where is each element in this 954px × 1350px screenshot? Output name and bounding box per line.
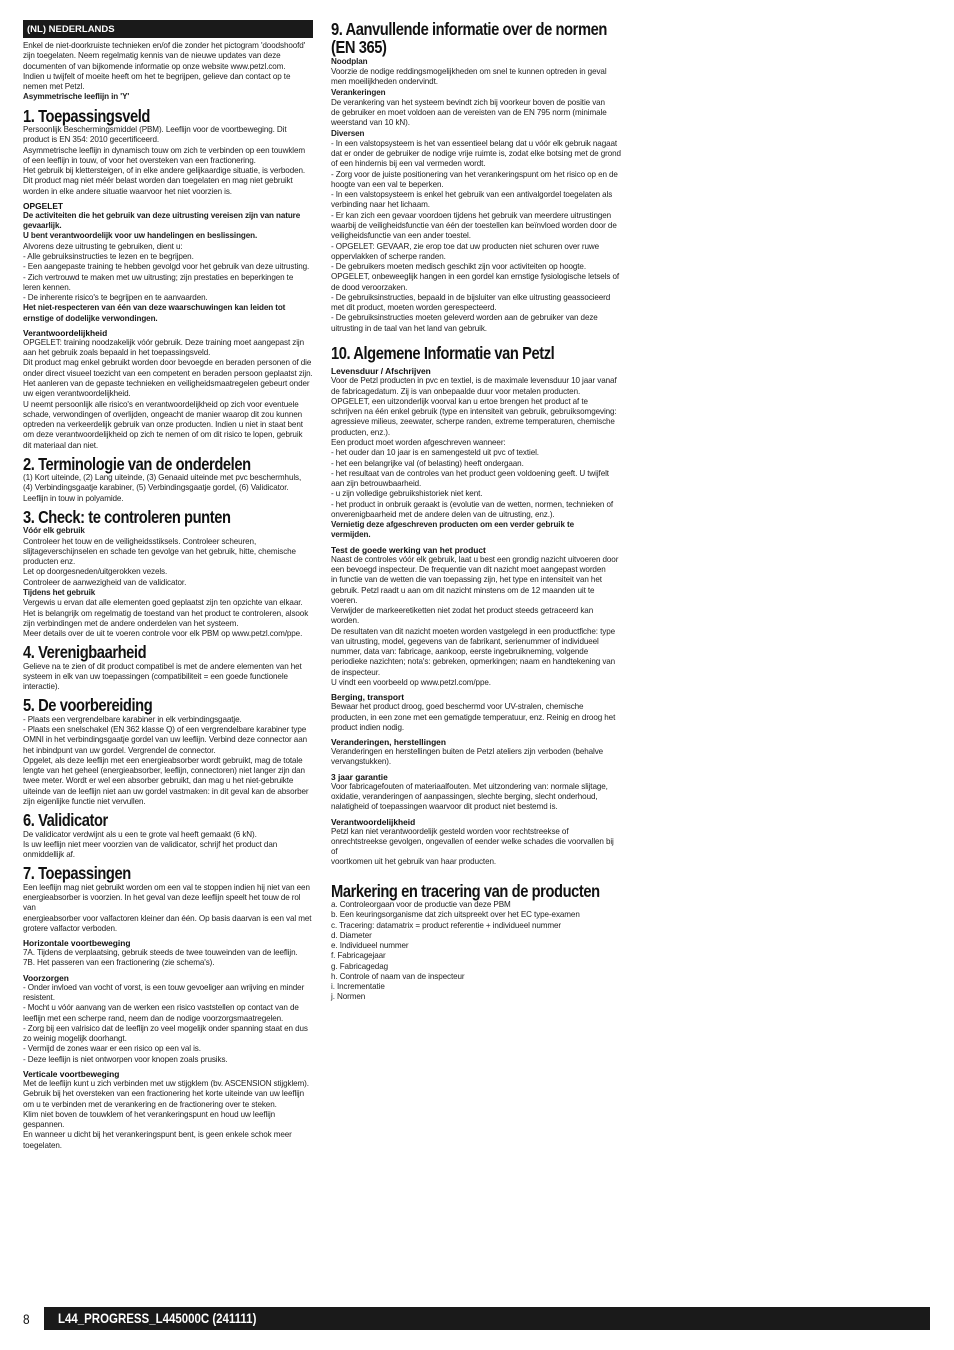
page-number: 8 (23, 1311, 30, 1327)
section-9-text-2: De verankering van het systeem bevindt zich bij voorkeur boven de positie van de gebruiker en moet voldoen aan de vereisten van de EN 795 norm (minimale weerstand van 10 kN). (331, 97, 607, 128)
doc-code: L44_PROGRESS_L445000C (241111) (58, 1311, 257, 1326)
section-7-text-3: Met de leeflijn kunt u zich verbinden met uw stijgklem (bv. ASCENSION stijgklem). Gebruik bij het oversteken van een fractionering het korte uiteinde van uw leeflijn om u te verbinden met de verankering en de fractionering over te steken. Klim niet boven de touwklem of het verankeringspunt en houd uw leeflijn gespannen. En wanneer u dicht bij het verankeringspunt bent, is geen enkele schok meer toegelaten. (23, 1079, 309, 1150)
section-2-title: 2. Terminologie van de onderdelen (23, 453, 251, 474)
section-9-sub-3: Diversen (331, 128, 365, 138)
section-1-title: 1. Toepassingsveld (23, 105, 150, 126)
section-10-title: 10. Algemene Informatie van Petzl (331, 342, 555, 363)
intro-text: Enkel de niet-doorkruiste technieken en/of die zonder het pictogram 'doodshoofd' zijn toegelaten. Neem regelmatig kennis van de nieuwe updates van deze documenten of van bijkomende informatie op onze website www.petzl.com. Indien u twijfelt of moeite heeft om het te begrijpen, gelieve dan contact op te nemen met Petzl. (23, 41, 306, 92)
language-label: (NL) NEDERLANDS (23, 20, 313, 38)
section-10-sub-2: Test de goede werking van het product (331, 544, 486, 555)
section-7-text-1: 7A. Tijdens de verplaatsing, gebruik steeds de twee touweinden van de leeflijn. 7B. Het passeren van een fractionering (zie schema's). (23, 948, 298, 968)
section-5-text: - Plaats een vergrendelbare karabiner in elk verbindingsgaatje. - Plaats een snelschakel (EN 362 klasse Q) of een vergrendelbare karabiner type OMNI in het verbindingsgaatje gordel van uw leeflijn. Verbind deze connector aan het inbindpunt van uw gordel. Vergrendel de connector. Opgelet, als deze leeflijn met een energieabsorber wordt gebruikt, mag de totale lengte van het geheel (energieabsorber, leeflijn, connectoren) niet langer zijn dan twee meter. Wordt er wel een absorber gebruikt, dan mag u het niet-gebruikte uiteinde van de leeflijn niet aan uw gordel vastmaken: in dit geval kan de absorber zijn eigenlijke functie niet vervullen. (23, 714, 309, 806)
section-6-title: 6. Validicator (23, 810, 108, 831)
section-7-text-2: - Onder invloed van vocht of vorst, is een touw gevoeliger aan wrijving en minder resistent. - Mocht u vóór aanvang van de werken een risico vaststellen op contact van de leeflijn met een scherpe rand, neem dan de nodige voorzorgsmaatregelen. - Zorg bij een valrisico dat de leeflijn zo veel mogelijk onder spanning staat en dus zo weinig mogelijk doorhangt. - Vermijd de zones waar er een risico op een val is. - Deze leeflijn is niet ontworpen voor knopen zoals prusiks. (23, 982, 308, 1064)
section-10-sub-5: 3 jaar garantie (331, 771, 388, 782)
section-10-text-2: Naast de controles vóór elk gebruik, laat u best een grondig nazicht uitvoeren door een bevoegd inspecteur. De frequentie van dit nazicht moet aangepast worden in functie van de wetten die van toepassing zijn, het type en intensiteit van het gebruik. Petzl raadt u aan om dit nazicht minstens om de 12 maanden uit te voeren. Verwijder de markeeretiketten niet zodat het product steeds getraceerd kan worden. De resultaten van dit nazicht moeten worden vastgelegd in een productfiche: type van uitrusting, model, gegevens van de fabrikant, serienummer of individueel nummer, data van: fabricage, aankoop, eerste ingebruikneming, volgende periodieke nazichten; nota's: gebreken, opmerkingen; naam en handtekening van de inspecteur. U vindt een voorbeeld op www.petzl.com/ppe. (331, 554, 619, 687)
section-7-sub-1: Horizontale voortbeweging (23, 938, 131, 949)
footer-bar (44, 1307, 930, 1330)
section-10-bold-1: Vernietig deze afgeschreven producten om een verder gebruik te vermijden. (331, 520, 574, 540)
marking-text: a. Controleorgaan voor de productie van deze PBM b. Een keuringsorganisme dat zich uitspreekt over het EC type-examen c. Tracering: datamatrix = product referentie + individueel nummer d. Diameter e. Individueel nummer f. Fabricagejaar g. Fabricagedag h. Controle of naam van de inspecteur i. Incrementatie j. Normen (331, 900, 580, 1002)
section-3-text-2: Vergewis u ervan dat alle elementen goed geplaatst zijn ten opzichte van elkaar. Het is belangrijk om regelmatig de toestand van het product te controleren, alsook zijn verbindingen met de andere onderdelen van het systeem. Meer details over de uit te voeren controle voor elk PBM op www.petzl.com/ppe. (23, 598, 309, 639)
section-9-text-3: - In een valstopsysteem is het van essentieel belang dat u vóór elk gebruik nagaat dat er onder de gebruiker de nodige vrije ruimte is, zodat elke botsing met de grond of een hindernis bij een val vermeden wordt. - Zorg voor de juiste positionering van het verankeringspunt om het risico op en de hoogte van een val te beperken. - In een valstopsysteem is enkel het gebruik van een antivalgordel toegelaten als verbinding naar het lichaam. - Er kan zich een gevaar voordoen tijdens het gebruik van meerdere uitrustingen waarbij de veiligheidsfunctie van één der toestellen kan beïnvloed worden door de veiligheidsfunctie van een ander toestel. - OPGELET: GEVAAR, zie erop toe dat uw producten niet schuren over ruwe oppervlakken of scherpe randen. - De gebruikers moeten medisch geschikt zijn voor activiteiten op hoogte. OPGELET, onbeweeglijk hangen in een gordel kan ernstige fysiologische letsels of de dood veroorzaken. - De gebruiksinstructies, bepaald in de bijsluiter van elke uitrusting geassocieerd met dit product, moeten worden gerespecteerd. - De gebruiksinstructies moeten geleverd worden aan de gebruiker van deze uitrusting in de taal van het land van gebruik. (331, 138, 621, 333)
section-6-text: De validicator verdwijnt als u een te grote val heeft gemaakt (6 kN). Is uw leeflijn niet meer voorzien van de validicator, schrijf het product dan onmiddellijk af. (23, 829, 278, 860)
section-7-title: 7. Toepassingen (23, 863, 131, 884)
section-1-resp-title: Verantwoordelijkheid (23, 327, 108, 338)
section-3-sub-1: Vóór elk gebruik (23, 526, 85, 536)
section-9-sub-2: Verankeringen (331, 87, 386, 97)
left-column (23, 20, 313, 1151)
section-5-title: 5. De voorbereiding (23, 695, 153, 716)
section-1-resp-text: OPGELET: training noodzakelijk vóór gebruik. Deze training moet aangepast zijn aan het gebruik zoals bepaald in het toepassingsveld. Dit product mag enkel gebruikt worden door bevoegde en beraden personen of die onder direct visueel toezicht van een competent en beraden persoon geplaatst zijn. Het aanleren van de gepaste technieken en veiligheidsmaatregelen gebeurt onder uw eigen verantwoordelijkheid. U neemt persoonlijk alle risico's en verantwoordelijkheid op zich voor eventuele schade, verwondingen of overlijden, ongeacht de manier waarop dit zou kunnen optreden na verkeerdelijk gebruik van onze producten. Indien u niet in staat bent om deze verantwoordelijkheid op zich te nemen of om dit risico te lopen, gebruik dit materiaal dan niet. (23, 337, 313, 450)
section-10-sub-3: Berging, transport (331, 692, 405, 703)
section-10-text-4: Veranderingen en herstellingen buiten de Petzl ateliers zijn verboden (behalve vervangstukken). (331, 747, 604, 767)
section-7-sub-2: Voorzorgen (23, 972, 69, 983)
section-3-sub-2: Tijdens het gebruik (23, 587, 96, 597)
section-1-warning-bold: De activiteiten die het gebruik van deze uitrusting vereisen zijn van nature gevaarlijk. U bent verantwoordelijk voor uw handelingen en beslissingen. (23, 210, 301, 241)
right-column (331, 20, 621, 1003)
section-2-text: (1) Kort uiteinde, (2) Lang uiteinde, (3) Genaaid uiteinde met pvc beschermhuls, (4) Verbindingsgaatje karabiner, (5) Verbindingsgaatje gordel, (6) Validicator. Leeflijn in touw in polyamide. (23, 473, 302, 503)
section-4-text: Gelieve na te zien of dit product compatibel is met de andere elementen van het systeem in elk van uw toepassingen (compatibiliteit = een goede functionele interactie). (23, 661, 302, 692)
section-9-text-1: Voorzie de nodige reddingsmogelijkheden om snel te kunnen optreden in geval men moeilijkheden ondervindt. (331, 67, 607, 87)
section-9-sub-1: Noodplan (331, 56, 368, 66)
section-10-sub-4: Veranderingen, herstellingen (331, 737, 446, 748)
section-7-text: Een leeflijn mag niet gebruikt worden om een val te stoppen indien hij niet van een energieabsorber is voorzien. In het geval van deze leeflijn speelt het touw de rol van energieabsorber voor valfactoren kleiner dan één. Op basis daarvan is een val met grotere valfactor verboden. (23, 882, 312, 933)
section-7-sub-3: Verticale voortbeweging (23, 1068, 120, 1079)
section-1-warning-title: OPGELET (23, 200, 64, 211)
section-1-warning-text: Alvorens deze uitrusting te gebruiken, dient u: - Alle gebruiksinstructies te lezen en te begrijpen. - Een aangepaste training te hebben gevolgd voor het gebruik van deze uitrusting. - Zich vertrouwd te maken met uw uitrusting; zijn prestaties en beperkingen te leren kennen. - De inherente risico's te begrijpen en te aanvaarden. (23, 241, 310, 303)
marking-title: Markering en tracering van de producten (331, 880, 600, 901)
section-1-text: Persoonlijk Beschermingsmiddel (PBM). Leeflijn voor de voortbeweging. Dit product is EN 354: 2010 gecertificeerd. Asymmetrische leeflijn in dynamisch touw om zich te verbinden op een touwklem of een leeflijn in touw, of voor het oversteken van een fractionering. Het gebruik bij klettersteigen, of in elke andere gelijkaardige situatie, is verboden. Dit product mag niet méér belast worden dan toegelaten en mag niet gebruikt worden in elke andere situatie waarvoor het niet voorzien is. (23, 124, 306, 196)
section-1-warning-bold-2: Het niet-respecteren van één van deze waarschuwingen kan leiden tot ernstige of dodelijke verwondingen. (23, 303, 286, 323)
section-3-title: 3. Check: te controleren punten (23, 507, 231, 527)
section-10-text-3: Bewaar het product droog, goed beschermd voor UV-stralen, chemische producten, in een zone met een gematigde temperatuur, enz. Reinig en droog het product indien nodig. (331, 702, 616, 732)
section-3-text-1: Controleer het touw en de veiligheidsstiksels. Controleer scheuren, slijtageverschijnselen en schade ten gevolge van het gebruik, hitte, chemische producten enz. Let op doorgesneden/uitgerokken vezels. Controleer de aanwezigheid van de validicator. (23, 536, 296, 587)
product-name: Asymmetrische leeflijn in 'Y' (23, 92, 130, 102)
section-10-sub-1: Levensduur / Afschrijven (331, 366, 431, 377)
section-10-text-6: Petzl kan niet verantwoordelijk gesteld worden voor rechtstreekse of onrechtstreekse gevolgen, ongevallen of eender welke schades die voorvallen bij of voortkomen uit het gebruik van haar producten. (331, 826, 614, 867)
section-4-title: 4. Verenigbaarheid (23, 642, 147, 663)
section-9-title: 9. Aanvullende informatie over de normen (EN 365) (331, 19, 607, 58)
section-10-text-5: Voor fabricagefouten of materiaalfouten. Met uitzondering van: normale slijtage, oxidatie, veranderingen of aanpassingen, slechte berging, slecht onderhoud, nalatigheid of toepassingen waarvoor dit product niet bestemd is. (331, 781, 608, 812)
section-10-sub-6: Verantwoordelijkheid (331, 816, 416, 827)
section-10-text-1: Voor de Petzl producten in pvc en textiel, is de maximale levensduur 10 jaar vanaf de fabricagedatum. Zij is van onbepaalde duur voor metalen producten. OPGELET, een uitzonderlijk voorval kan u ertoe brengen het product af te schrijven na één enkel gebruik (type en intensiteit van gebruik, gebruiksomgeving: agressieve milieus, zeewater, scherpe randen, extreme temperaturen, chemische producten, enz.). Een product moet worden afgeschreven wanneer: - het ouder dan 10 jaar is en samengesteld uit pvc of textiel. - het een belangrijke val (of belasting) heeft ondergaan. - het resultaat van de controles van het product geen voldoening geeft. U twijfelt aan zijn betrouwbaarheid. - u zijn volledige gebruikshistoriek niet kent. - het product in onbruik geraakt is (evolutie van de wetten, normen, technieken of onverenigbaarheid met de andere delen van de uitrusting, enz.). (331, 376, 617, 519)
